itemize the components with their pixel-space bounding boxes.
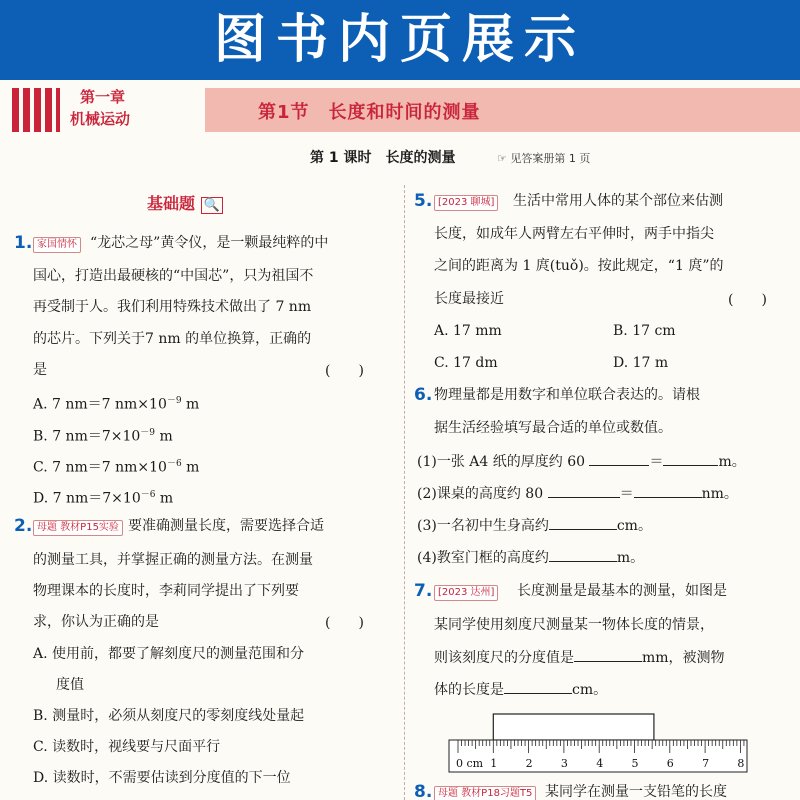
q7-line: 长度测量是最基本的测量，如图是: [517, 583, 727, 599]
q5-option-a: A. 17 mm: [434, 323, 502, 339]
q6-blank-2b[interactable]: [634, 484, 702, 498]
q7-blank-1[interactable]: [574, 648, 642, 662]
section-title: 第1节 长度和时间的测量: [258, 102, 481, 123]
ruler-label: 5: [631, 757, 639, 770]
q6-blank-1a[interactable]: [589, 452, 649, 466]
column-divider: [404, 185, 405, 800]
q2-tag: 母题 教材P15实验: [33, 520, 123, 536]
q1-tag: 家国情怀: [33, 237, 81, 253]
q7-tag: [2023 达州]: [434, 585, 498, 601]
basic-questions-title: [147, 191, 223, 214]
q7-line-3: 则该刻度尺的分度值是 mm，被测物: [434, 650, 725, 666]
q2-option-c: C. 读数时，视线要与尺面平行: [33, 739, 221, 755]
chapter-heading: [70, 86, 130, 130]
basic-title-text: 基础题: [147, 194, 196, 213]
q2-option-d: D. 读数时，不需要估读到分度值的下一位: [33, 770, 291, 786]
q1-line: 的芯片。下列关于7 nm 的单位换算，正确的: [33, 331, 312, 347]
q6-blank-1b[interactable]: [663, 452, 718, 466]
ruler-label: 4: [596, 757, 604, 770]
q6-item-4: (4)教室门框的高度约 m。: [417, 550, 645, 566]
hand-icon: ☞: [497, 152, 507, 165]
q5-answer-paren[interactable]: ( ): [728, 292, 767, 308]
q2-option-b: B. 测量时，必须从刻度尺的零刻度线处量起: [33, 708, 305, 724]
ruler-label: 8: [737, 757, 745, 770]
ruler-figure: [445, 710, 751, 774]
q8-number: 8.: [414, 782, 433, 800]
chapter-name: 机械运动: [70, 110, 131, 128]
q2-line: 要准确测量长度，需要选择合适: [128, 518, 324, 534]
q5-tag: [2023 聊城]: [434, 195, 498, 211]
q6-line: 据生活经验填写最合适的单位或数值。: [434, 420, 672, 436]
q5-line: 生活中常用人体的某个部位来估测: [513, 193, 723, 209]
answer-reference-text: 见答案册第 1 页: [510, 152, 591, 165]
q8-tag: 母题 教材P18习题T5: [434, 786, 536, 800]
ruler-label: 2: [525, 757, 533, 770]
ruler-label: 3: [560, 757, 568, 770]
q5-line: 长度，如成年人两臂左右平伸时，两手中指尖: [434, 226, 714, 242]
q1-option-a: A. 7 nm＝7 $nm\times 10^{-9}$ m: [33, 396, 200, 413]
q5-line: 之间的距离为 1 庹(tuǒ)。按此规定，“1 庹”的: [434, 258, 724, 274]
q2-option-a-cont: 度值: [56, 677, 84, 693]
q1-option-d: D. 7 $nm=7\times 10^{-6}$ m: [33, 490, 174, 507]
q7-number: 7.: [414, 581, 433, 601]
q6-blank-2a[interactable]: [548, 484, 620, 498]
q5-line: 长度最接近: [434, 291, 504, 307]
q2-line: 求，你认为正确的是: [33, 614, 159, 630]
q7-line-4: 体的长度是 cm。: [434, 682, 608, 698]
ruler-label: 1: [490, 757, 498, 770]
q5-option-b: B. 17 cm: [613, 323, 676, 339]
q2-line: 的测量工具，并掌握正确的测量方法。在测量: [33, 552, 313, 568]
answer-reference: [497, 150, 590, 166]
q6-item-1: (1)一张 A4 纸的厚度约 60 ＝ m。: [417, 454, 746, 470]
q2-number: 2.: [14, 516, 33, 536]
q1-line: 是: [33, 362, 47, 378]
q1-option-c: C. 7 nm＝7 $nm\times 10^{-6}$ m: [33, 459, 200, 476]
chapter-stripes-decoration: [12, 88, 62, 132]
magnifier-icon: 🔍: [201, 197, 223, 214]
q1-option-b: B. 7 $nm=7\times 10^{-9}$ m: [33, 428, 173, 445]
measured-object: [493, 714, 654, 740]
ruler-label: 7: [702, 757, 710, 770]
q1-line: “龙芯之母”黄令仪，是一颗最纯粹的中: [90, 235, 329, 251]
q5-option-c: C. 17 dm: [434, 355, 498, 371]
page-banner: 图书内页展示: [0, 0, 800, 80]
lesson-title: 第 1 课时 长度的测量: [310, 150, 456, 166]
chapter-number: 第一章: [80, 88, 126, 106]
ruler-label: 0 cm: [456, 757, 484, 770]
q7-line: 某同学使用刻度尺测量某一物体长度的情景，: [434, 617, 714, 633]
q6-number: 6.: [414, 385, 433, 405]
q6-item-3: (3)一名初中生身高约 cm。: [417, 518, 652, 534]
q6-blank-4[interactable]: [549, 548, 617, 562]
q6-item-2: (2)课桌的高度约 80 ＝ nm。: [417, 486, 738, 502]
q2-answer-paren[interactable]: ( ): [325, 615, 364, 631]
q5-option-d: D. 17 m: [613, 355, 669, 371]
q6-line: 物理量都是用数字和单位联合表达的。请根: [434, 387, 700, 403]
ruler-label: 6: [666, 757, 674, 770]
q5-number: 5.: [414, 191, 433, 211]
q6-blank-3[interactable]: [549, 516, 617, 530]
q7-blank-2[interactable]: [504, 680, 572, 694]
q1-number: 1.: [14, 233, 33, 253]
q1-line: 国心，打造出最硬核的“中国芯”，只为祖国不: [33, 268, 314, 284]
q2-option-a: A. 使用前，都要了解刻度尺的测量范围和分: [33, 646, 305, 662]
q1-line: 再受制于人。我们利用特殊技术做出了 7 nm: [33, 299, 312, 315]
q8-line: 某同学在测量一支铅笔的长度: [545, 784, 727, 800]
q1-answer-paren[interactable]: ( ): [325, 363, 364, 379]
q2-line: 物理课本的长度时，李莉同学提出了下列要: [33, 583, 299, 599]
